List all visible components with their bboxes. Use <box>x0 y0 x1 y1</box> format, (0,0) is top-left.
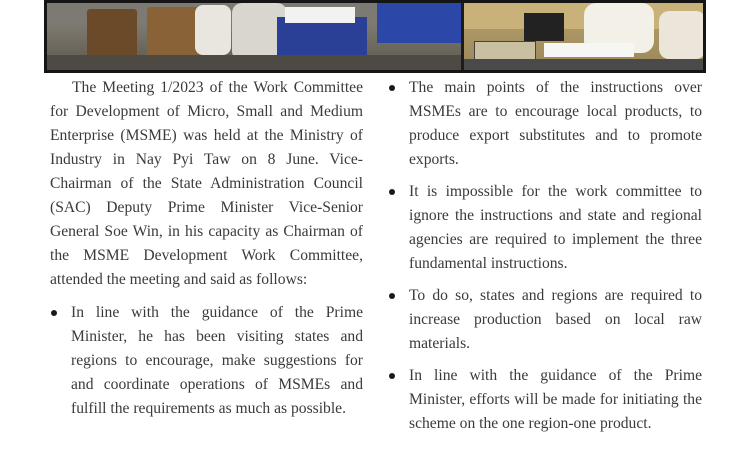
bullet-text: In line with the guidance of the Prime Minister, he has been visiting states and regions to encourage, make suggestions for and coordinate operations of MSMEs and fulfill the requirements as much as possible. <box>71 304 363 417</box>
right-column <box>388 76 702 444</box>
bullet-icon <box>389 189 395 195</box>
list-item <box>388 284 702 356</box>
bullet-text: To do so, states and regions are required to increase production based on local raw materials. <box>409 287 702 352</box>
bullet-icon <box>389 85 395 91</box>
intro-paragraph: The Meeting 1/2023 of the Work Committee for Development of Micro, Small and Medium Enterprise (MSME) was held at the Ministry of Industry in Nay Pyi Taw on 8 June. Vice-Chairman of the State Administration Council (SAC) Deputy Prime Minister Vice-Senior General Soe Win, in his capacity as Chairman of the MSME Development Work Committee, attended the meeting and said as follows: <box>50 79 363 288</box>
bullet-text: It is impossible for the work committee to ignore the instructions and state and regional agencies are required to implement the three fundamental instructions. <box>409 183 702 272</box>
list-item <box>388 364 702 436</box>
list-item <box>388 76 702 172</box>
bullet-icon <box>51 310 57 316</box>
left-bullet-list <box>50 301 363 421</box>
photo-strip <box>44 0 706 73</box>
bullet-text: The main points of the instructions over MSMEs are to encourage local products, to produce export substitutes and to promote exports. <box>409 79 702 168</box>
meeting-room-photo <box>47 3 461 73</box>
list-item <box>50 301 363 421</box>
right-bullet-list <box>388 76 702 436</box>
office-desk-photo <box>464 3 706 73</box>
bullet-icon <box>389 293 395 299</box>
bullet-icon <box>389 373 395 379</box>
list-item <box>388 180 702 276</box>
left-column <box>50 76 363 421</box>
bullet-text: In line with the guidance of the Prime Minister, efforts will be made for initiating the scheme on the one region-one product. <box>409 367 702 432</box>
